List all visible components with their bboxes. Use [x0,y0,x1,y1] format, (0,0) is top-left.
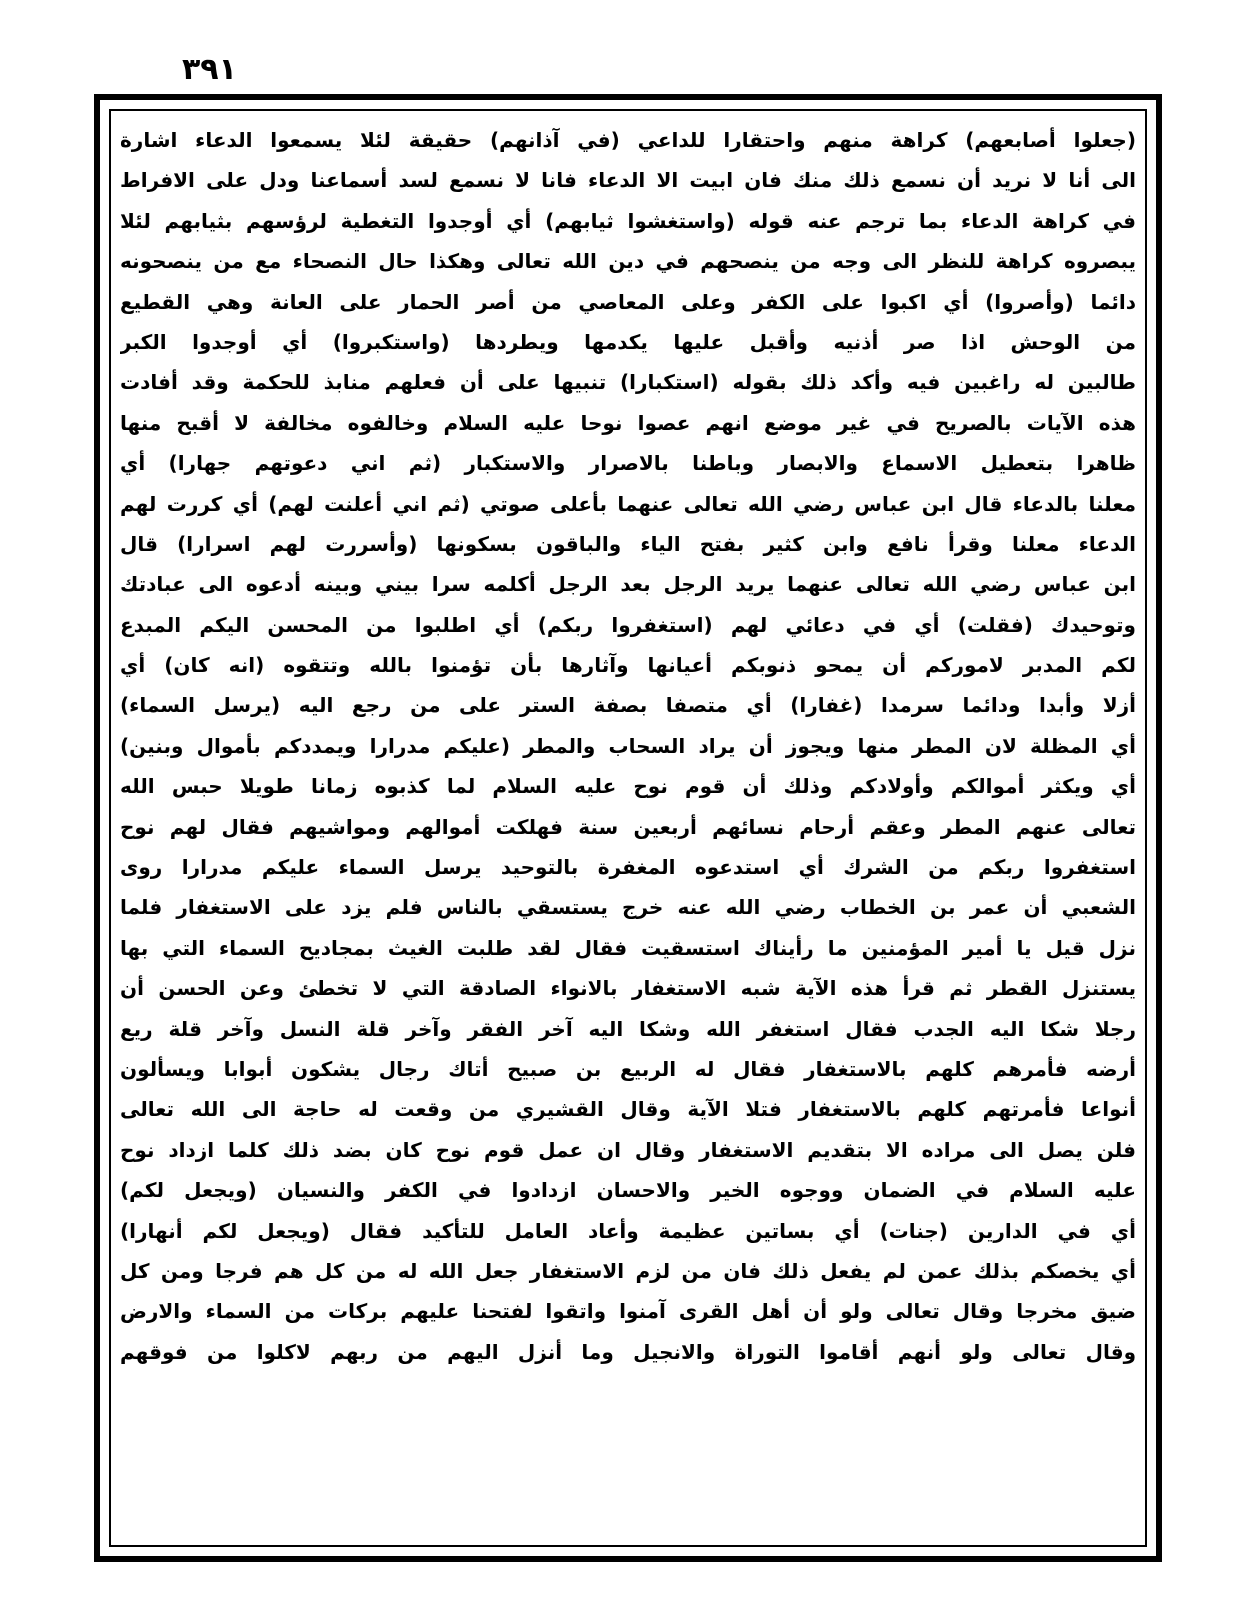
text-line: الى أنا لا نريد أن نسمع ذلك منك فان ابيت الا الدعاء فانا لا نسمع لسد أسماعنا ودل على الافراط [120,168,1136,193]
text-line: الدعاء معلنا وقرأ نافع وابن كثير بفتح الياء والباقون بسكونها (وأسررت لهم اسرارا) قال [120,531,1136,556]
text-line: تعالى عنهم المطر وعقم أرحام نسائهم أربعين سنة فهلكت أموالهم ومواشيهم فقال لهم نوح [120,814,1136,839]
text-line: فلن يصل الى مراده الا بتقديم الاستغفار وقال ان عمل قوم نوح كان بضد ذلك كلما ازداد نوح [120,1137,1136,1162]
text-line: استغفروا ربكم من الشرك أي استدعوه المغفرة بالتوحيد يرسل السماء عليكم مدرارا روى [120,855,1136,880]
text-line: دائما (وأصروا) أي اكبوا على الكفر وعلى المعاصي من أصر الحمار على العانة وهي القطيع [120,289,1136,314]
text-line: هذه الآيات بالصريح في غير موضع انهم عصوا نوحا عليه السلام وخالفوه مخالفة لا أقبح منها [120,410,1136,435]
text-line: ابن عباس رضي الله تعالى عنهما يريد الرجل بعد الرجل أكلمه سرا بيني وبينه أدعوه الى عبادتك [120,572,1136,597]
text-line: الشعبي أن عمر بن الخطاب رضي الله عنه خرج يستسقي بالناس فلم يزد على الاستغفار فلما [120,895,1136,920]
text-line: يستنزل القطر ثم قرأ هذه الآية شبه الاستغفار بالانواء الصادقة التي لا تخطئ وعن الحسن أن [120,976,1136,1001]
text-line: أي ويكثر أموالكم وأولادكم وذلك أن قوم نوح عليه السلام لما كذبوه زمانا طويلا حبس الله [120,774,1136,799]
text-line: أي في الدارين (جنات) أي بساتين عظيمة وأعاد العامل للتأكيد فقال (ويجعل لكم أنهارا) [120,1218,1136,1243]
text-line [120,1372,1136,1412]
text-line: عليه السلام في الضمان ووجوه الخير والاحسان ازدادوا في الكفر والنسيان (ويجعل لكم) [120,1178,1136,1203]
text-line: أزلا وأبدا ودائما سرمدا (غفارا) أي متصفا بصفة الستر على من رجع اليه (يرسل السماء) [120,693,1136,718]
text-line: أرضه فأمرهم كلهم بالاستغفار فقال له الربيع بن صبيح أتاك رجال يشكون أبوابا ويسألون [120,1056,1136,1081]
text-line: يبصروه كراهة للنظر الى وجه من ينصحهم في دين الله تعالى وهكذا حال النصحاء مع من ينصحونه [120,249,1136,274]
text-line: ظاهرا بتعطيل الاسماع والابصار وباطنا بالاصرار والاستكبار (ثم اني دعوتهم جهارا) أي [120,451,1136,476]
text-line: لكم المدبر لاموركم أن يمحو ذنوبكم أعيانها وآثارها بأن تؤمنوا بالله وتتقوه (انه كان) أي [120,653,1136,678]
text-line: طالبين له راغبين فيه وأكد ذلك بقوله (استكبارا) تنبيها على أن فعلهم منابذ للحكمة وقد أفادت [120,370,1136,395]
text-line [120,1413,1136,1453]
text-line: رجلا شكا اليه الجدب فقال استغفر الله وشكا اليه آخر الفقر وآخر قلة النسل وآخر قلة ريع [120,1016,1136,1041]
text-line: أي المظلة لان المطر منها ويجوز أن يراد السحاب والمطر (عليكم مدرارا ويمددكم بأموال وبنين) [120,733,1136,758]
text-line: نزل قيل يا أمير المؤمنين ما رأيناك استسقيت فقال لقد طلبت الغيث بمجاديح السماء التي بها [120,935,1136,960]
text-body [120,120,1136,1536]
text-line: وتوحيدك (فقلت) أي في دعائي لهم (استغفروا ربكم) أي اطلبوا من المحسن اليكم المبدع [120,612,1136,637]
text-line: في كراهة الدعاء بما ترجم عنه قوله (واستغشوا ثيابهم) أي أوجدوا التغطية لرؤسهم بثيابهم لئلا [120,208,1136,233]
text-line: (جعلوا أصابعهم) كراهة منهم واحتقارا للداعي (في آذانهم) حقيقة لئلا يسمعوا الدعاء اشارة [120,128,1136,152]
text-line: ضيق مخرجا وقال تعالى ولو أن أهل القرى آمنوا واتقوا لفتحنا عليهم بركات من السماء والارض [120,1299,1136,1324]
text-line: من الوحش اذا صر أذنيه وأقبل عليها يكدمها ويطردها (واستكبروا) أي أوجدوا الكبر [120,329,1136,354]
text-line [120,1493,1136,1533]
text-line: أي يخصكم بذلك عمن لم يفعل ذلك فان من لزم الاستغفار جعل الله له من كل هم فرجا ومن كل [120,1258,1136,1283]
text-line: وقال تعالى ولو أنهم أقاموا التوراة والانجيل وما أنزل اليهم من ربهم لاكلوا من فوقهم [120,1339,1136,1364]
text-line [120,1453,1136,1493]
text-line: أنواعا فأمرتهم كلهم بالاستغفار فتلا الآية وقال القشيري من وقعت له حاجة الى الله تعالى [120,1097,1136,1122]
page-number: ٣٩١ [182,52,237,87]
text-line: معلنا بالدعاء قال ابن عباس رضي الله تعالى عنهما بأعلى صوتي (ثم اني أعلنت لهم) أي كررت لهم [120,491,1136,516]
